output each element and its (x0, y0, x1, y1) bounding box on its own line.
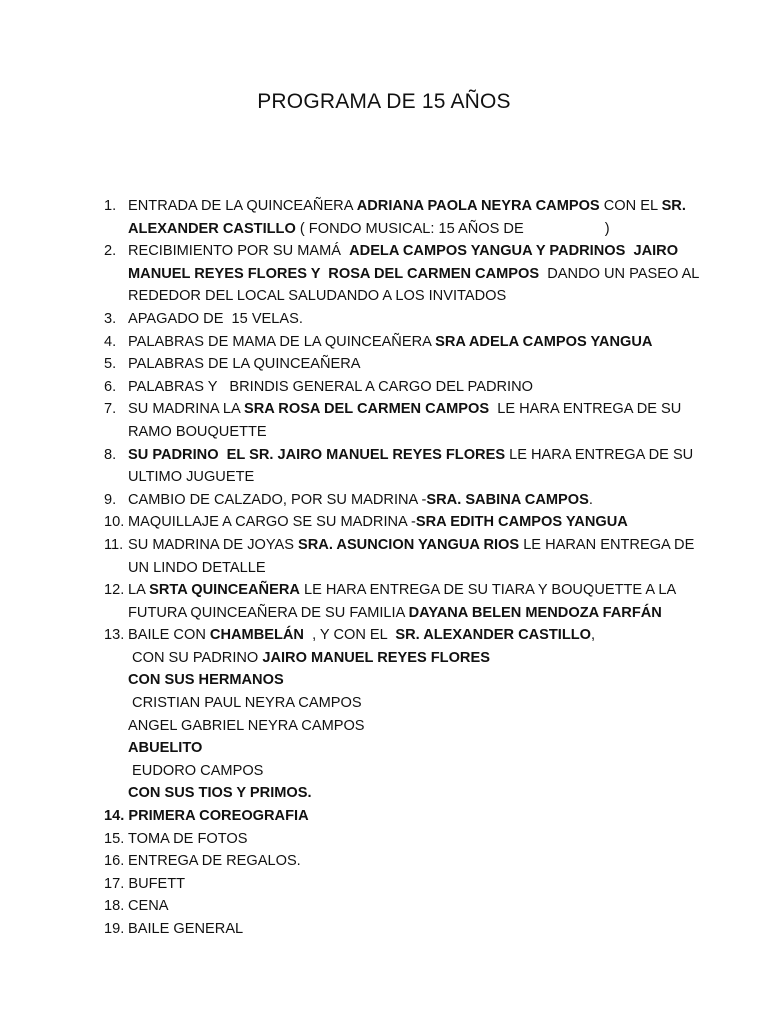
program-line-continuation (104, 782, 724, 805)
program-line-continuation (104, 263, 724, 286)
bold-text: ADELA CAMPOS YANGUA Y PADRINOS JAIRO (349, 243, 679, 260)
text: ( FONDO MUSICAL: 15 AÑOS DE ) (295, 220, 610, 237)
text: . (588, 491, 593, 508)
item-number: 12. (104, 582, 125, 599)
text: REDEDOR DEL LOCAL SALUDANDO A LOS INVITADOS (128, 288, 507, 305)
item-number: 6. (104, 378, 117, 395)
program-item (104, 444, 724, 467)
bold-text: CHAMBELÁN (209, 627, 304, 644)
bold-text: CON SUS HERMANOS (128, 672, 284, 689)
text: PALABRAS DE LA QUINCEAÑERA (128, 356, 361, 373)
bold-text: SRA EDITH CAMPOS YANGUA (415, 514, 628, 531)
text: CENA (128, 898, 169, 915)
program-item (104, 511, 724, 534)
item-number: 18. (104, 898, 125, 915)
bold-text: DAYANA BELEN MENDOZA FARFÁN (408, 604, 662, 621)
text: CON EL (599, 198, 662, 214)
text: RAMO BOUQUETTE (128, 423, 267, 440)
program-line-continuation (104, 737, 724, 760)
program-line-continuation (104, 669, 724, 692)
item-number: 4. (104, 333, 117, 350)
program-item (104, 918, 724, 941)
text: DANDO UN PASEO AL (539, 265, 700, 282)
text: LE HARAN ENTREGA DE (519, 536, 695, 553)
program-line-continuation (104, 218, 724, 241)
item-number: 10. (104, 514, 125, 531)
text: SU MADRINA LA (128, 401, 244, 418)
bold-text: SR. (661, 198, 686, 214)
bold-text: JAIRO MANUEL REYES FLORES (262, 649, 490, 666)
program-item (104, 873, 724, 896)
program-line-continuation (104, 602, 724, 625)
item-number: 5. (104, 356, 117, 373)
program-item (104, 398, 724, 421)
bold-text: SU PADRINO EL SR. JAIRO MANUEL REYES FLORES (128, 446, 506, 463)
program-line-continuation (104, 692, 724, 715)
bold-text: SRTA QUINCEAÑERA (149, 582, 300, 599)
text: MAQUILLAJE A CARGO SE SU MADRINA - (128, 514, 416, 531)
program-line-continuation (104, 421, 724, 444)
text: APAGADO DE 15 VELAS. (128, 310, 303, 327)
text: LE HARA ENTREGA DE SU TIARA Y BOUQUETTE A LA (299, 582, 677, 599)
text: TOMA DE FOTOS (128, 830, 248, 847)
item-number: 1. (104, 198, 117, 214)
bold-text: 14. PRIMERA COREOGRAFIA (104, 808, 309, 825)
program-line-continuation (104, 760, 724, 783)
text: LE HARA ENTREGA DE SU (505, 446, 694, 463)
bold-text: SRA ADELA CAMPOS YANGUA (435, 333, 653, 350)
item-number: 7. (104, 401, 117, 418)
program-item (104, 308, 724, 331)
program-item (104, 850, 724, 873)
program-item (104, 376, 724, 399)
item-number: 19. (104, 921, 125, 937)
text: , (591, 627, 596, 644)
item-number: 11. (104, 536, 124, 553)
program-item (104, 805, 724, 828)
text: ULTIMO JUGUETE (128, 469, 255, 486)
text: UN LINDO DETALLE (128, 559, 266, 576)
text: 17. BUFETT (104, 875, 186, 892)
text: FUTURA QUINCEAÑERA DE SU FAMILIA (128, 604, 409, 621)
text: ENTRADA DE LA QUINCEAÑERA (128, 198, 357, 214)
item-number: 2. (104, 243, 117, 260)
bold-text: SRA ROSA DEL CARMEN CAMPOS (243, 401, 490, 418)
bold-text: ALEXANDER CASTILLO (128, 220, 296, 237)
text: BAILE CON (128, 627, 210, 644)
text: SU MADRINA DE JOYAS (128, 536, 299, 553)
program-item (104, 331, 724, 354)
text: LA (128, 582, 150, 599)
program-list (104, 195, 724, 941)
text: PALABRAS Y BRINDIS GENERAL A CARGO DEL PADRINO (128, 378, 533, 395)
text: CAMBIO DE CALZADO, POR SU MADRINA - (128, 491, 427, 508)
program-line-continuation (104, 466, 724, 489)
bold-text: SRA. ASUNCION YANGUA RIOS (298, 536, 520, 553)
page-title: PROGRAMA DE 15 AÑOS (257, 90, 511, 113)
program-item (104, 828, 724, 851)
text: , Y CON EL (303, 627, 396, 644)
bold-text: CON SUS TIOS Y PRIMOS. (128, 785, 312, 802)
item-number: 13. (104, 627, 125, 644)
text: ENTREGA DE REGALOS. (128, 853, 301, 870)
program-line-continuation (104, 647, 724, 670)
bold-text: MANUEL REYES FLORES Y ROSA DEL CARMEN CAMPOS (128, 265, 540, 282)
item-number: 15. (104, 830, 125, 847)
program-item (104, 534, 724, 557)
text: BAILE GENERAL (128, 921, 244, 937)
program-item (104, 624, 724, 647)
program-item (104, 353, 724, 376)
item-number: 8. (104, 446, 117, 463)
program-item (104, 195, 724, 218)
item-number: 16. (104, 853, 125, 870)
item-number: 9. (104, 491, 117, 508)
bold-text: ADRIANA PAOLA NEYRA CAMPOS (356, 198, 600, 214)
program-item (104, 895, 724, 918)
text: RECIBIMIENTO POR SU MAMÁ (128, 243, 350, 260)
program-line-continuation (104, 715, 724, 738)
program-item (104, 489, 724, 512)
text: CON SU PADRINO (128, 649, 263, 666)
program-line-continuation (104, 285, 724, 308)
text: LE HARA ENTREGA DE SU (489, 401, 682, 418)
item-number: 3. (104, 310, 117, 327)
text: EUDORO CAMPOS (128, 762, 264, 779)
bold-text: SRA. SABINA CAMPOS (426, 491, 589, 508)
bold-text: ABUELITO (128, 740, 203, 757)
program-line-continuation (104, 557, 724, 580)
program-item (104, 579, 724, 602)
text: CRISTIAN PAUL NEYRA CAMPOS (128, 695, 362, 712)
text: ANGEL GABRIEL NEYRA CAMPOS (128, 717, 365, 734)
program-item (104, 240, 724, 263)
bold-text: SR. ALEXANDER CASTILLO (395, 627, 592, 644)
text: PALABRAS DE MAMA DE LA QUINCEAÑERA (128, 333, 436, 350)
